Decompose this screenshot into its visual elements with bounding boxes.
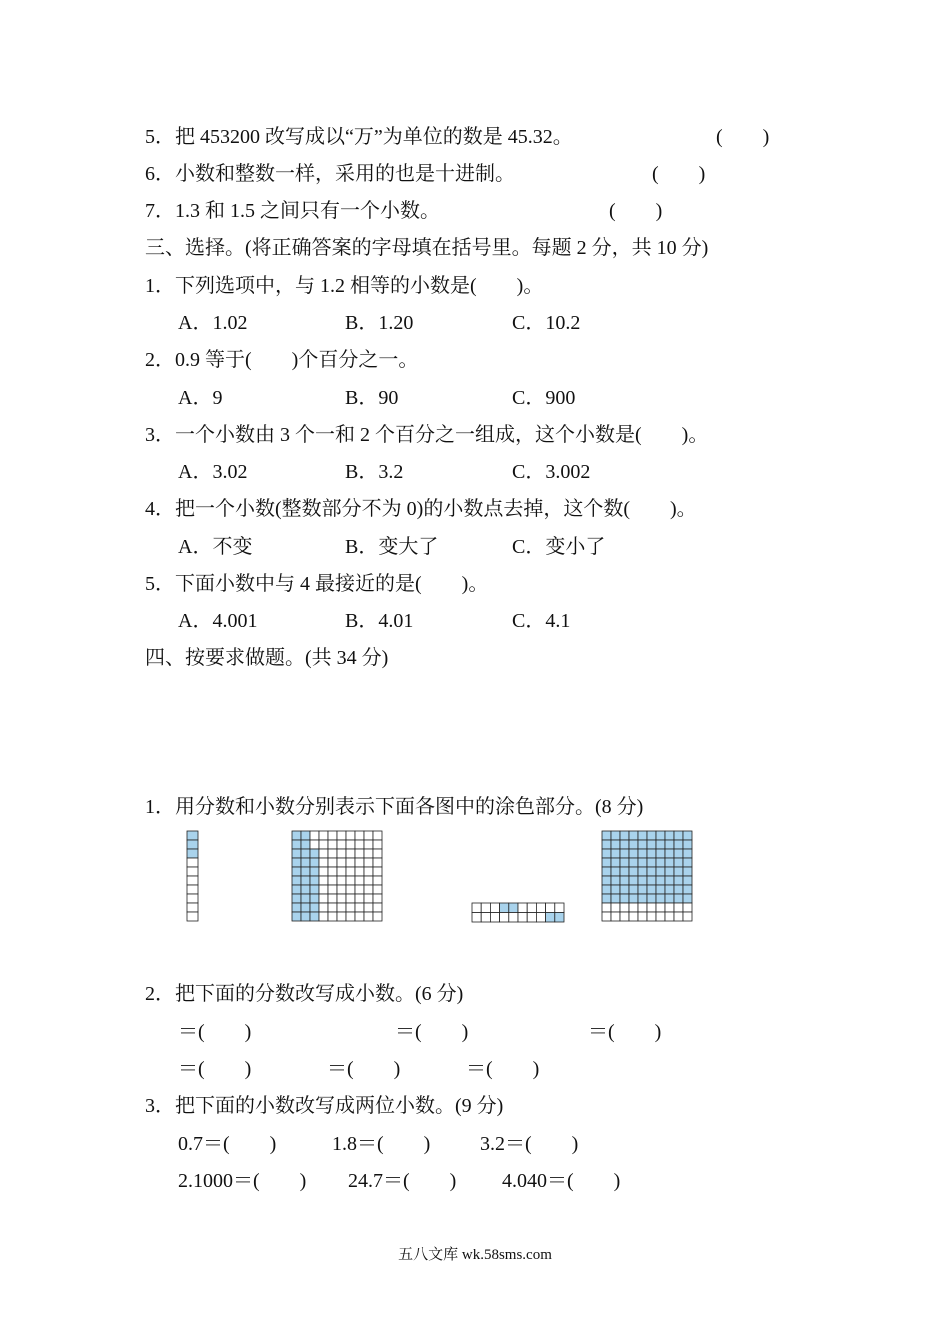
decimal-answer-3[interactable]: 3.2＝( )	[480, 1133, 579, 1155]
grid-cell	[355, 831, 364, 840]
grid-cell	[355, 849, 364, 858]
grid-cell	[683, 894, 692, 903]
grid-cell	[328, 867, 337, 876]
grid-cell	[629, 912, 638, 921]
strip-cell	[187, 885, 198, 894]
judge-q7: 7．1.3 和 1.5 之间只有一个小数。	[145, 200, 440, 222]
grid-cell	[310, 903, 319, 912]
section4-heading: 四、按要求做题。(共 34 分)	[145, 647, 389, 669]
grid-cell	[319, 831, 328, 840]
strip-cell	[555, 903, 564, 913]
choice-q4-option-b: B．变大了	[345, 536, 439, 558]
grid-cell	[355, 903, 364, 912]
grid-cell	[373, 840, 382, 849]
grid-cell	[656, 840, 665, 849]
grid-cell	[328, 858, 337, 867]
grid-cell	[364, 858, 373, 867]
grid-cell	[620, 840, 629, 849]
grid-cell	[346, 885, 355, 894]
grid-cell	[346, 858, 355, 867]
grid-cell	[665, 885, 674, 894]
choice-q2-stem: 2．0.9 等于( )个百分之一。	[145, 349, 419, 371]
grid-cell	[656, 858, 665, 867]
fraction-answer-1[interactable]: ＝( )	[178, 1021, 252, 1043]
grid-cell	[647, 912, 656, 921]
grid-cell	[647, 876, 656, 885]
grid-cell	[629, 885, 638, 894]
grid-cell	[364, 840, 373, 849]
strip-cell	[509, 903, 518, 913]
grid-cell	[337, 903, 346, 912]
choice-q5-stem: 5．下面小数中与 4 最接近的是( )。	[145, 573, 489, 595]
grid-cell	[647, 831, 656, 840]
grid-cell	[674, 912, 683, 921]
grid-cell	[346, 903, 355, 912]
grid-cell	[620, 849, 629, 858]
strip-cell	[187, 903, 198, 912]
grid-cell	[310, 894, 319, 903]
grid-cell	[602, 912, 611, 921]
grid-cell	[638, 867, 647, 876]
grid-cell	[611, 903, 620, 912]
grid-cell	[611, 867, 620, 876]
strip-cell	[527, 903, 536, 913]
grid-cell	[647, 849, 656, 858]
grid-cell	[620, 903, 629, 912]
grid-cell	[355, 894, 364, 903]
grid-cell	[319, 876, 328, 885]
grid-cell	[319, 867, 328, 876]
grid-cell	[620, 867, 629, 876]
grid-cell	[310, 867, 319, 876]
grid-cell	[683, 876, 692, 885]
grid-cell	[310, 831, 319, 840]
grid-cell	[292, 894, 301, 903]
grid-cell	[674, 858, 683, 867]
grid-cell	[310, 876, 319, 885]
grid-cell	[301, 831, 310, 840]
grid-cell	[364, 894, 373, 903]
grid-cell	[328, 831, 337, 840]
grid-cell	[337, 894, 346, 903]
grid-cell	[683, 903, 692, 912]
decimal-answer-4[interactable]: 2.1000＝( )	[178, 1170, 307, 1192]
grid-cell	[310, 840, 319, 849]
strip-cell	[481, 903, 490, 913]
strip-cell	[500, 913, 509, 923]
grid-cell	[337, 849, 346, 858]
grid-cell	[683, 831, 692, 840]
grid-cell	[674, 840, 683, 849]
grid-cell	[665, 894, 674, 903]
section4-q1: 1．用分数和小数分别表示下面各图中的涂色部分。(8 分)	[145, 796, 644, 818]
grid-cell	[292, 903, 301, 912]
grid-cell	[364, 849, 373, 858]
grid-cell	[319, 885, 328, 894]
grid-cell	[373, 876, 382, 885]
grid-cell	[292, 876, 301, 885]
strip-cell	[518, 913, 527, 923]
decimal-answer-5[interactable]: 24.7＝( )	[348, 1170, 457, 1192]
grid-cell	[629, 840, 638, 849]
strip-cell	[500, 903, 509, 913]
grid-cell	[355, 876, 364, 885]
choice-q3-stem: 3．一个小数由 3 个一和 2 个百分之一组成，这个小数是( )。	[145, 424, 709, 446]
grid-cell	[319, 849, 328, 858]
grid-cell	[647, 867, 656, 876]
grid-cell	[665, 912, 674, 921]
grid-cell	[602, 867, 611, 876]
choice-q5-option-c: C．4.1	[512, 610, 571, 632]
fraction-answer-4[interactable]: ＝( )	[178, 1058, 252, 1080]
choice-q3-option-c: C．3.002	[512, 461, 591, 483]
grid-cell	[373, 867, 382, 876]
grid-cell	[656, 912, 665, 921]
grid-cell	[638, 876, 647, 885]
grid-cell	[611, 849, 620, 858]
decimal-answer-2[interactable]: 1.8＝( )	[332, 1133, 431, 1155]
grid-cell	[665, 903, 674, 912]
footer-watermark: 五八文库 wk.58sms.com	[398, 1247, 552, 1263]
grid-cell	[319, 840, 328, 849]
judge-q6: 6．小数和整数一样，采用的也是十进制。	[145, 163, 515, 185]
grid-cell	[629, 831, 638, 840]
grid-cell	[674, 831, 683, 840]
fraction-answer-5[interactable]: ＝( )	[327, 1058, 401, 1080]
grid-cell	[301, 849, 310, 858]
grid-cell	[364, 903, 373, 912]
grid-cell	[355, 858, 364, 867]
grid-cell	[674, 885, 683, 894]
grid-cell	[665, 867, 674, 876]
grid-cell	[665, 840, 674, 849]
grid-cell	[647, 903, 656, 912]
grid-cell	[292, 831, 301, 840]
grid-cell	[611, 858, 620, 867]
grid-cell	[301, 876, 310, 885]
strip-cell	[490, 913, 499, 923]
choice-q3-option-a: A．3.02	[178, 461, 248, 483]
grid-cell	[337, 840, 346, 849]
judge-q5: 5．把 453200 改写成以“万”为单位的数是 45.32。	[145, 126, 573, 148]
grid-cell	[629, 894, 638, 903]
grid-cell	[629, 858, 638, 867]
strip-cell	[536, 903, 545, 913]
grid-cell	[292, 858, 301, 867]
strip-cell	[555, 913, 564, 923]
grid-cell	[364, 885, 373, 894]
section4-q2: 2．把下面的分数改写成小数。(6 分)	[145, 983, 464, 1005]
grid-cell	[647, 885, 656, 894]
grid-cell	[674, 849, 683, 858]
grid-cell	[346, 849, 355, 858]
grid-cell	[301, 858, 310, 867]
strip-cell	[187, 867, 198, 876]
strip-cell	[518, 903, 527, 913]
grid-cell	[328, 912, 337, 921]
grid-cell	[638, 885, 647, 894]
grid-cell	[292, 840, 301, 849]
choice-q5-option-b: B．4.01	[345, 610, 414, 632]
grid-cell	[656, 831, 665, 840]
choice-q4-option-c: C．变小了	[512, 536, 606, 558]
grid-cell	[364, 912, 373, 921]
grid-cell	[328, 885, 337, 894]
choice-q5-option-a: A．4.001	[178, 610, 258, 632]
grid-cell	[292, 849, 301, 858]
answer-paren-q5[interactable]: ( )	[716, 126, 770, 148]
grid-cell	[337, 867, 346, 876]
grid-cell	[310, 858, 319, 867]
grid-cell	[665, 849, 674, 858]
strip-cell	[481, 913, 490, 923]
grid-cell	[683, 840, 692, 849]
grid-cell	[337, 876, 346, 885]
grid-cell	[611, 894, 620, 903]
grid-cell	[346, 912, 355, 921]
grid-cell	[656, 849, 665, 858]
grid-cell	[620, 894, 629, 903]
grid-cell	[647, 894, 656, 903]
grid-cell	[337, 858, 346, 867]
grid-cell	[355, 867, 364, 876]
grid-cell	[373, 885, 382, 894]
grid-cell	[328, 840, 337, 849]
strip-cell	[187, 849, 198, 858]
grid-cell	[373, 849, 382, 858]
grid-cell	[319, 894, 328, 903]
grid-cell	[337, 885, 346, 894]
strip-cell	[187, 912, 198, 921]
grid-cell	[620, 876, 629, 885]
grid-cell	[602, 849, 611, 858]
grid-cell	[674, 894, 683, 903]
grid-cell	[310, 912, 319, 921]
section3-heading: 三、选择。(将正确答案的字母填在括号里。每题 2 分，共 10 分)	[145, 237, 709, 259]
grid-cell	[328, 903, 337, 912]
grid-cell	[301, 867, 310, 876]
grid-cell	[373, 858, 382, 867]
strip-cell	[187, 894, 198, 903]
strip-cell	[187, 831, 198, 840]
grid-cell	[346, 876, 355, 885]
grid-cell	[364, 831, 373, 840]
grid-cell	[683, 912, 692, 921]
choice-q4-option-a: A．不变	[178, 536, 253, 558]
grid-cell	[611, 840, 620, 849]
fraction-answer-2[interactable]: ＝( )	[395, 1021, 469, 1043]
horizontal-strip-figure	[471, 902, 566, 924]
grid-cell	[328, 849, 337, 858]
choice-q3-option-b: B．3.2	[345, 461, 404, 483]
grid-cell	[674, 876, 683, 885]
grid-cell	[629, 876, 638, 885]
grid-cell	[319, 858, 328, 867]
grid-cell	[301, 912, 310, 921]
grid-cell	[656, 885, 665, 894]
strip-cell	[546, 903, 555, 913]
grid-cell	[620, 831, 629, 840]
grid-cell	[620, 885, 629, 894]
hundred-grid-figure-1	[291, 830, 385, 924]
grid-cell	[602, 858, 611, 867]
grid-cell	[638, 894, 647, 903]
grid-cell	[674, 867, 683, 876]
decimal-answer-6[interactable]: 4.040＝( )	[502, 1170, 621, 1192]
choice-q4-stem: 4．把一个小数(整数部分不为 0)的小数点去掉，这个数( )。	[145, 498, 697, 520]
choice-q1-option-a: A．1.02	[178, 312, 248, 334]
grid-cell	[638, 858, 647, 867]
strip-cell	[536, 913, 545, 923]
choice-q2-option-c: C．900	[512, 387, 576, 409]
grid-cell	[602, 903, 611, 912]
grid-cell	[355, 912, 364, 921]
grid-cell	[602, 885, 611, 894]
grid-cell	[611, 876, 620, 885]
shaded-strip-figure	[186, 830, 200, 924]
grid-cell	[346, 831, 355, 840]
grid-cell	[638, 912, 647, 921]
choice-q1-option-b: B．1.20	[345, 312, 414, 334]
grid-cell	[373, 912, 382, 921]
grid-cell	[292, 885, 301, 894]
section4-q3: 3．把下面的小数改写成两位小数。(9 分)	[145, 1095, 504, 1117]
grid-cell	[328, 894, 337, 903]
choice-q1-stem: 1．下列选项中，与 1.2 相等的小数是( )。	[145, 275, 544, 297]
grid-cell	[656, 876, 665, 885]
grid-cell	[373, 831, 382, 840]
grid-cell	[665, 858, 674, 867]
grid-cell	[602, 840, 611, 849]
strip-cell	[187, 840, 198, 849]
grid-cell	[611, 831, 620, 840]
grid-cell	[656, 903, 665, 912]
grid-cell	[337, 912, 346, 921]
fraction-answer-6[interactable]: ＝( )	[466, 1058, 540, 1080]
strip-cell	[490, 903, 499, 913]
grid-cell	[373, 903, 382, 912]
grid-cell	[629, 867, 638, 876]
choice-q2-option-b: B．90	[345, 387, 399, 409]
answer-paren-q7[interactable]: ( )	[609, 200, 663, 222]
grid-cell	[602, 894, 611, 903]
grid-cell	[611, 912, 620, 921]
decimal-answer-1[interactable]: 0.7＝( )	[178, 1133, 277, 1155]
grid-cell	[355, 840, 364, 849]
grid-cell	[292, 867, 301, 876]
grid-cell	[683, 858, 692, 867]
grid-cell	[346, 894, 355, 903]
grid-cell	[647, 858, 656, 867]
answer-paren-q6[interactable]: ( )	[652, 163, 706, 185]
grid-cell	[328, 876, 337, 885]
strip-cell	[472, 913, 481, 923]
grid-cell	[301, 903, 310, 912]
grid-cell	[319, 912, 328, 921]
grid-cell	[638, 831, 647, 840]
grid-cell	[602, 831, 611, 840]
grid-cell	[602, 876, 611, 885]
strip-cell	[472, 903, 481, 913]
grid-cell	[364, 876, 373, 885]
grid-cell	[683, 867, 692, 876]
grid-cell	[665, 876, 674, 885]
grid-cell	[638, 840, 647, 849]
strip-cell	[509, 913, 518, 923]
grid-cell	[656, 867, 665, 876]
grid-cell	[656, 894, 665, 903]
grid-cell	[301, 840, 310, 849]
strip-cell	[187, 876, 198, 885]
grid-cell	[337, 831, 346, 840]
choice-q2-option-a: A．9	[178, 387, 223, 409]
grid-cell	[629, 903, 638, 912]
grid-cell	[301, 894, 310, 903]
strip-cell	[546, 913, 555, 923]
grid-cell	[301, 885, 310, 894]
hundred-grid-figure-2	[601, 830, 695, 924]
grid-cell	[638, 849, 647, 858]
grid-cell	[310, 885, 319, 894]
grid-cell	[364, 867, 373, 876]
grid-cell	[620, 912, 629, 921]
grid-cell	[310, 849, 319, 858]
grid-cell	[346, 867, 355, 876]
choice-q1-option-c: C．10.2	[512, 312, 581, 334]
grid-cell	[674, 903, 683, 912]
grid-cell	[638, 903, 647, 912]
grid-cell	[683, 849, 692, 858]
grid-cell	[292, 912, 301, 921]
grid-cell	[611, 885, 620, 894]
strip-cell	[187, 858, 198, 867]
fraction-answer-3[interactable]: ＝( )	[588, 1021, 662, 1043]
grid-cell	[647, 840, 656, 849]
grid-cell	[620, 858, 629, 867]
grid-cell	[346, 840, 355, 849]
grid-cell	[683, 885, 692, 894]
strip-cell	[527, 913, 536, 923]
grid-cell	[319, 903, 328, 912]
grid-cell	[373, 894, 382, 903]
grid-cell	[629, 849, 638, 858]
grid-cell	[665, 831, 674, 840]
grid-cell	[355, 885, 364, 894]
